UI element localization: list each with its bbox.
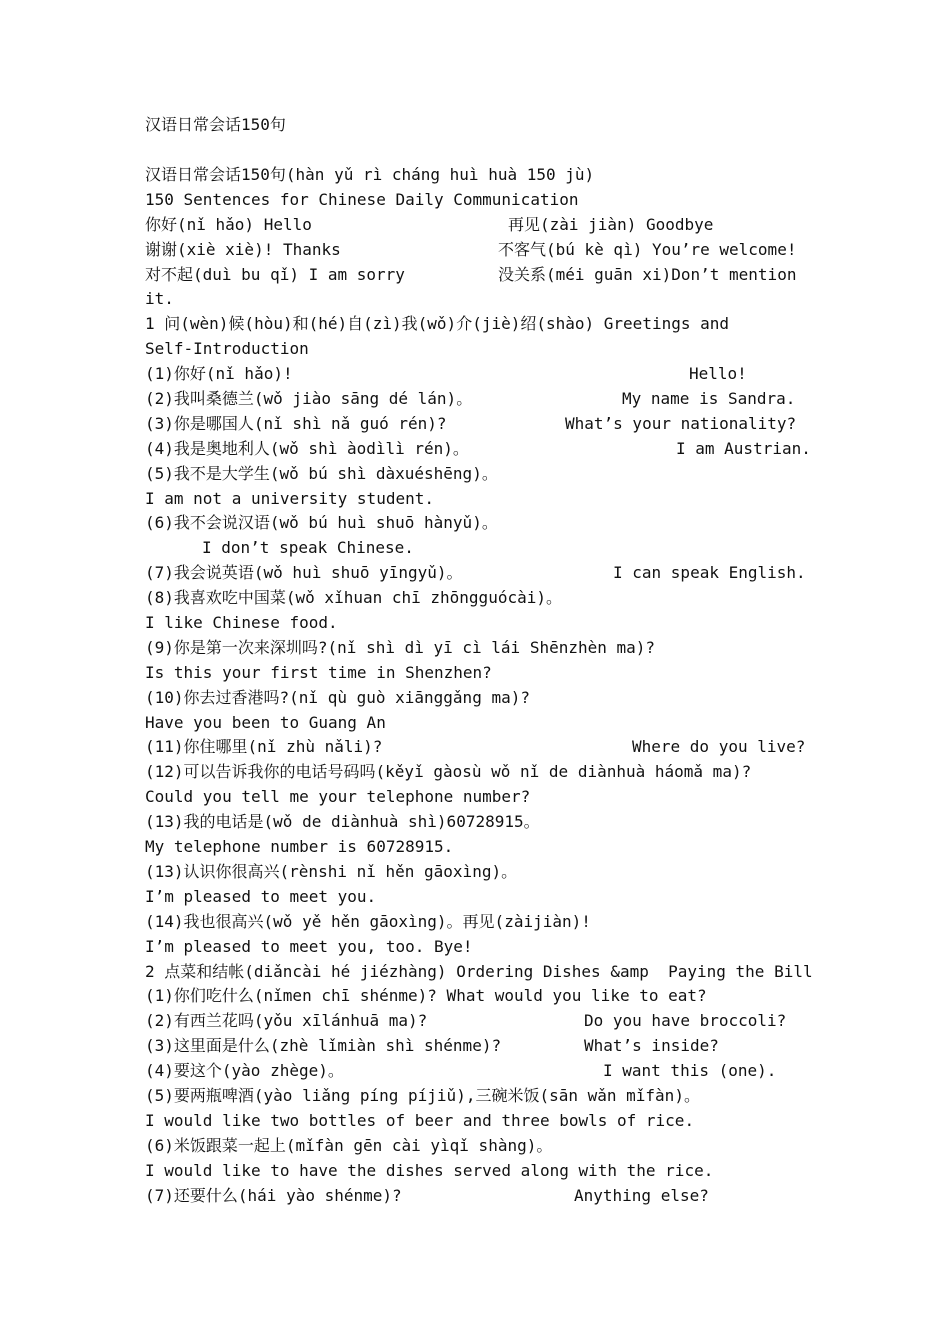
- sentence-chinese: (5)要两瓶啤酒(yào liǎng píng píjiǔ),三碗米饭(sān wǎn mǐfàn)。: [145, 1085, 700, 1105]
- text-line: [145, 885, 835, 910]
- text-line: [145, 1034, 835, 1059]
- sentence-pair: (1)你们吃什么(nǐmen chī shénme)? What would you like to eat?: [145, 986, 707, 1006]
- text-line: [145, 1084, 835, 1109]
- text-line: [145, 213, 835, 238]
- sentence-chinese: (13)我的电话是(wǒ de diànhuà shì)60728915。: [145, 812, 540, 832]
- sentence-chinese: (5)我不是大学生(wǒ bú shì dàxuéshēng)。: [145, 463, 498, 483]
- sentence-chinese: (11)你住哪里(nǐ zhù nǎli)?: [145, 737, 383, 757]
- text-line: [145, 835, 835, 860]
- text-line: [145, 860, 835, 885]
- sentence-chinese: (6)米饭跟菜一起上(mǐfàn gēn cài yìqǐ shàng)。: [145, 1135, 553, 1155]
- text-line: [145, 1184, 835, 1209]
- sentence-english: My name is Sandra.: [622, 389, 796, 409]
- text-line: [145, 1009, 835, 1034]
- sentence-chinese: (8)我喜欢吃中国菜(wǒ xǐhuan chī zhōngguócài)。: [145, 588, 562, 608]
- sentence-chinese: (3)这里面是什么(zhè lǐmiàn shì shénme)?: [145, 1036, 502, 1056]
- subtitle-line: 150 Sentences for Chinese Daily Communication: [145, 189, 579, 209]
- text-line: [145, 760, 835, 785]
- phrase-left: 谢谢(xiè xiè)! Thanks: [145, 239, 341, 259]
- sentence-chinese: (7)我会说英语(wǒ huì shuō yīngyǔ)。: [145, 563, 463, 583]
- text-line: [145, 287, 835, 312]
- text-line: [145, 785, 835, 810]
- text-line: [145, 561, 835, 586]
- text-line: [145, 1159, 835, 1184]
- sentence-english: Anything else?: [574, 1185, 709, 1205]
- phrase-right: 再见(zài jiàn) Goodbye: [508, 214, 714, 234]
- text-line: [145, 661, 835, 686]
- text-line: [145, 586, 835, 611]
- phrase-right: 没关系(méi guān xi)Don’t mention: [498, 264, 797, 284]
- text-line: [145, 935, 835, 960]
- sentence-english: I’m pleased to meet you.: [145, 886, 377, 906]
- sentence-english: I don’t speak Chinese.: [202, 538, 414, 558]
- text-line: [145, 960, 835, 985]
- sentence-chinese: (1)你好(nǐ hǎo)!: [145, 364, 293, 384]
- document-body: [145, 163, 835, 1208]
- sentence-english: I’m pleased to meet you, too. Bye!: [145, 936, 473, 956]
- text-line: [145, 711, 835, 736]
- section-heading: 2 点菜和结帐(diǎncài hé jiézhàng) Ordering Dishes &amp Paying the Bill: [145, 961, 813, 981]
- sentence-chinese: (3)你是哪国人(nǐ shì nǎ guó rén)?: [145, 413, 447, 433]
- sentence-english: I can speak English.: [613, 563, 806, 583]
- phrase-right: 不客气(bú kè qì) You’re welcome!: [498, 239, 797, 259]
- text-line: [145, 337, 835, 362]
- section-heading: 1 问(wèn)候(hòu)和(hé)自(zì)我(wǒ)介(jiè)绍(shào) Greetings and: [145, 314, 730, 334]
- text-line: [145, 536, 835, 561]
- text-line: [145, 163, 835, 188]
- sentence-chinese: (6)我不会说汉语(wǒ bú huì shuō hànyǔ)。: [145, 513, 498, 533]
- text-line: [145, 686, 835, 711]
- phrase-left: 对不起(duì bu qǐ) I am sorry: [145, 264, 405, 284]
- heading-line: 汉语日常会话150句(hàn yǔ rì cháng huì huà 150 jù): [145, 165, 595, 184]
- continued-text: it.: [145, 289, 174, 309]
- sentence-chinese: (4)我是奥地利人(wǒ shì àodìlì rén)。: [145, 438, 469, 458]
- sentence-english: I want this (one).: [603, 1061, 777, 1081]
- text-line: [145, 487, 835, 512]
- sentence-english: What’s inside?: [584, 1036, 719, 1056]
- text-line: [145, 188, 835, 213]
- sentence-english: What’s your nationality?: [565, 413, 797, 433]
- sentence-chinese: (14)我也很高兴(wǒ yě hěn gāoxìng)。再见(zàijiàn)!: [145, 911, 591, 931]
- section-heading-cont: Self-Introduction: [145, 339, 309, 359]
- text-line: [145, 437, 835, 462]
- text-line: [145, 1109, 835, 1134]
- sentence-chinese: (2)我叫桑德兰(wǒ jiào sāng dé lán)。: [145, 389, 473, 409]
- sentence-chinese: (2)有西兰花吗(yǒu xīlánhuā ma)?: [145, 1011, 428, 1031]
- text-line: [145, 412, 835, 437]
- sentence-english: Where do you live?: [632, 737, 806, 757]
- sentence-english: Do you have broccoli?: [584, 1011, 787, 1031]
- text-line: [145, 984, 835, 1009]
- sentence-english: Could you tell me your telephone number?: [145, 787, 531, 807]
- text-line: [145, 263, 835, 288]
- text-line: [145, 1059, 835, 1084]
- sentence-chinese: (12)可以告诉我你的电话号码吗(kěyǐ gàosù wǒ nǐ de diànhuà háomǎ ma)?: [145, 762, 752, 782]
- sentence-english: Hello!: [689, 364, 747, 384]
- text-line: [145, 910, 835, 935]
- sentence-english: I like Chinese food.: [145, 613, 338, 633]
- document-title: 汉语日常会话150句: [145, 115, 286, 134]
- sentence-english: I am not a university student.: [145, 488, 434, 508]
- text-line: [145, 238, 835, 263]
- text-line: [145, 312, 835, 337]
- text-line: [145, 636, 835, 661]
- text-line: [145, 462, 835, 487]
- text-line: [145, 511, 835, 536]
- sentence-english: My telephone number is 60728915.: [145, 837, 454, 857]
- text-line: [145, 387, 835, 412]
- text-line: [145, 735, 835, 760]
- sentence-english: I am Austrian.: [676, 438, 811, 458]
- sentence-chinese: (13)认识你很高兴(rènshi nǐ hěn gāoxìng)。: [145, 861, 518, 881]
- sentence-english: I would like two bottles of beer and three bowls of rice.: [145, 1110, 695, 1130]
- text-line: [145, 1134, 835, 1159]
- sentence-english: Is this your first time in Shenzhen?: [145, 662, 492, 682]
- sentence-chinese: (7)还要什么(hái yào shénme)?: [145, 1185, 402, 1205]
- sentence-english: Have you been to Guang An: [145, 712, 386, 732]
- sentence-chinese: (9)你是第一次来深圳吗?(nǐ shì dì yī cì lái Shēnzhèn ma)?: [145, 637, 656, 657]
- sentence-english: I would like to have the dishes served along with the rice.: [145, 1160, 714, 1180]
- phrase-left: 你好(nǐ hǎo) Hello: [145, 214, 312, 234]
- sentence-chinese: (4)要这个(yào zhège)。: [145, 1061, 344, 1081]
- text-line: [145, 810, 835, 835]
- text-line: [145, 611, 835, 636]
- sentence-chinese: (10)你去过香港吗?(nǐ qù guò xiānggǎng ma)?: [145, 687, 530, 707]
- text-line: [145, 362, 835, 387]
